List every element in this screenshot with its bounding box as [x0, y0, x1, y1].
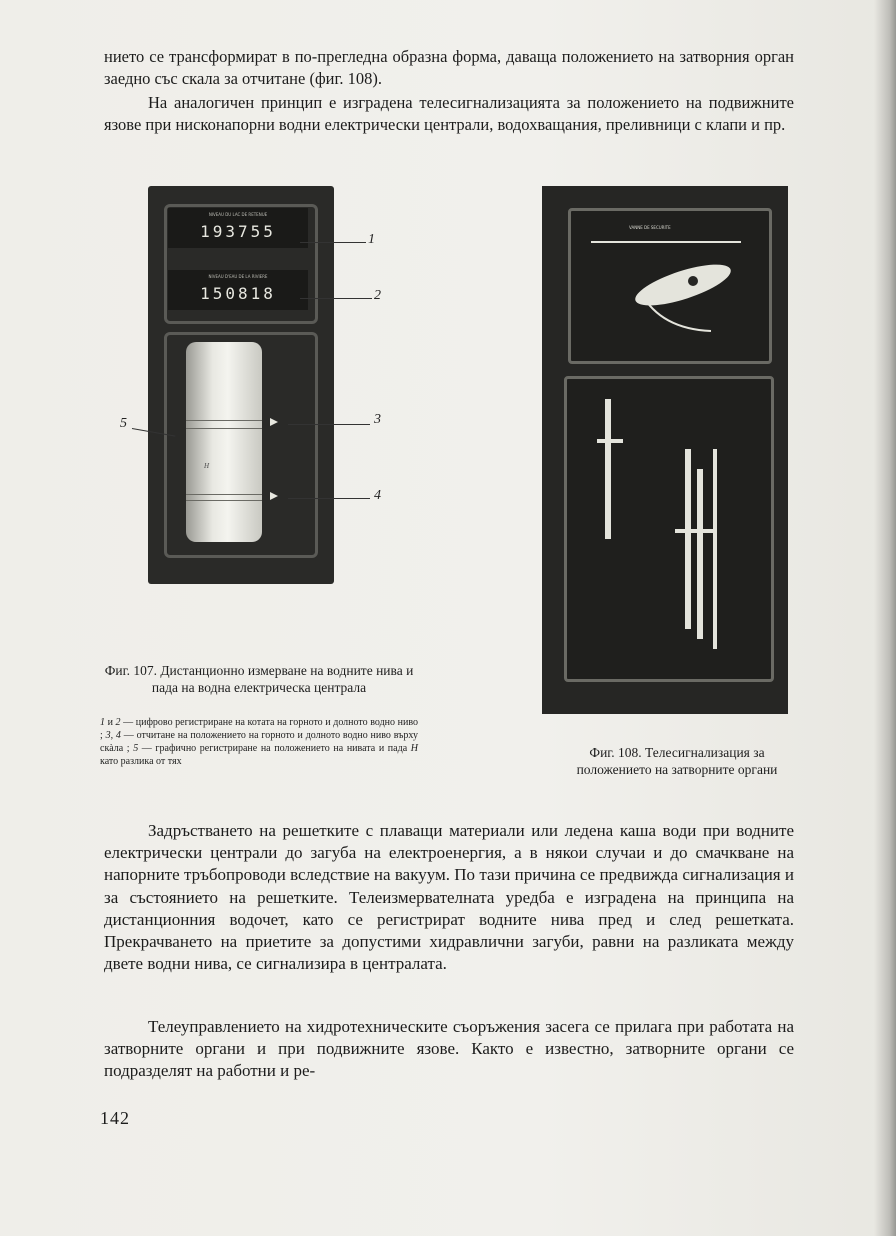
- legend-h: H: [410, 743, 418, 754]
- callout-3: 3: [374, 412, 381, 427]
- legend-text-b: — отчитане на положението на горното и долното водно ниво върху скàла ;: [100, 730, 419, 754]
- legend-num-2: 2: [115, 717, 121, 728]
- gate-pivot: [688, 276, 698, 286]
- left-level-bar: [605, 399, 611, 539]
- legend-text-a: — цифрово регистриране на котата на горното и долното водно ниво ;: [100, 717, 418, 741]
- figure-107-caption: Фиг. 107. Дистанционно измерване на водните нива и пада на водна електрическа централа: [104, 663, 414, 695]
- drum-lower-trace: [186, 494, 262, 495]
- callout-2: 2: [374, 288, 381, 303]
- right-level-bar: [713, 449, 717, 649]
- callout-line-2: [300, 298, 372, 299]
- paragraph-telesignalization: На аналогичен принцип е изградена телесигнализацията за положението на подвижните язове при нисконапорни водни електрически централи, водохващания, преливници с клапи и пр.: [104, 93, 794, 134]
- drum-upper-trace: [186, 420, 262, 421]
- legend-num-5: 5: [133, 743, 139, 754]
- gate-indicator-svg: [571, 211, 769, 361]
- page-number: 142: [100, 1108, 130, 1128]
- recording-drum: [186, 342, 262, 542]
- figure-108-caption: Фиг. 108. Телесигнализация за положението на затворните органи: [576, 745, 778, 777]
- paragraph-grids: Задръстването на решетките с плаващи материали или ледена каша води при водните електрически централи до загуба на електроенергия, а в някои случаи и до смачкване на напорните тръбопроводи вследствие на вакуум. По тази причина се предвижда сигнализация и за състоянието на решетките. Телеизмервателната уредба е изградена на принципа на дистанционния водочет, като се регистрират водните нива пред и след решетката. Прекрачването на приетите за допустими хидравлични загуби, равни на разликата между двете водни нива, се сигнализира в централата.: [104, 821, 794, 974]
- legend-text-c: — графично регистриране на положението на нивата и пада: [138, 743, 411, 754]
- legend-num-1: 1: [100, 717, 105, 728]
- callout-1: 1: [368, 232, 375, 247]
- callout-line-3: [288, 424, 370, 425]
- legend-num-3-4: 3, 4: [105, 730, 121, 741]
- center-level-bar-2: [697, 469, 703, 639]
- callout-5: 5: [120, 416, 127, 431]
- center-level-marker: [675, 529, 715, 533]
- legend-text-d: като разлика от тях: [100, 756, 182, 767]
- level-indicator-window: [564, 376, 774, 682]
- left-level-marker: [597, 439, 623, 443]
- figure-107-photo: [148, 186, 334, 584]
- upper-counter-label: NIVEAU DU LAC DE RETENUE: [208, 212, 268, 217]
- lower-level-pointer: [270, 492, 278, 500]
- top-panel-label: VANNE DE SECURITE: [629, 225, 671, 230]
- page-edge-shadow: [874, 0, 896, 1236]
- figure-107-legend: [100, 716, 418, 768]
- upper-counter-digits: 193755: [200, 222, 276, 241]
- drum-upper-trace-2: [186, 428, 262, 429]
- callout-line-4: [288, 498, 370, 499]
- upper-level-counter: [168, 208, 308, 248]
- paragraph-continuation: нието се трансформират в по-прегледна образна форма, даваща положението на затворния орган заедно със скала за отчитане (фиг. 108).: [104, 47, 794, 88]
- upper-level-pointer: [270, 418, 278, 426]
- figure-108-photo: [542, 186, 788, 714]
- legend-and: и: [105, 717, 116, 728]
- lower-counter-label: NIVEAU D'EAU DE LA RIVIERE: [208, 274, 268, 279]
- gate-indicator-shape: [631, 256, 735, 314]
- drum-lower-trace-2: [186, 500, 262, 501]
- lower-level-counter: [168, 270, 308, 310]
- gate-position-window: [568, 208, 772, 364]
- callout-line-1: [300, 242, 366, 243]
- lower-counter-digits: 150818: [200, 284, 276, 303]
- callout-4: 4: [374, 488, 381, 503]
- paragraph-telecontrol: Телеуправлението на хидротехническите съоръжения засега се прилага при работата на затворните органи и при подвижните язове. Както е известно, затворните органи се подразделят на работни и ре-: [104, 1017, 794, 1081]
- center-level-bar: [685, 449, 691, 629]
- drum-h-label: H: [204, 462, 210, 470]
